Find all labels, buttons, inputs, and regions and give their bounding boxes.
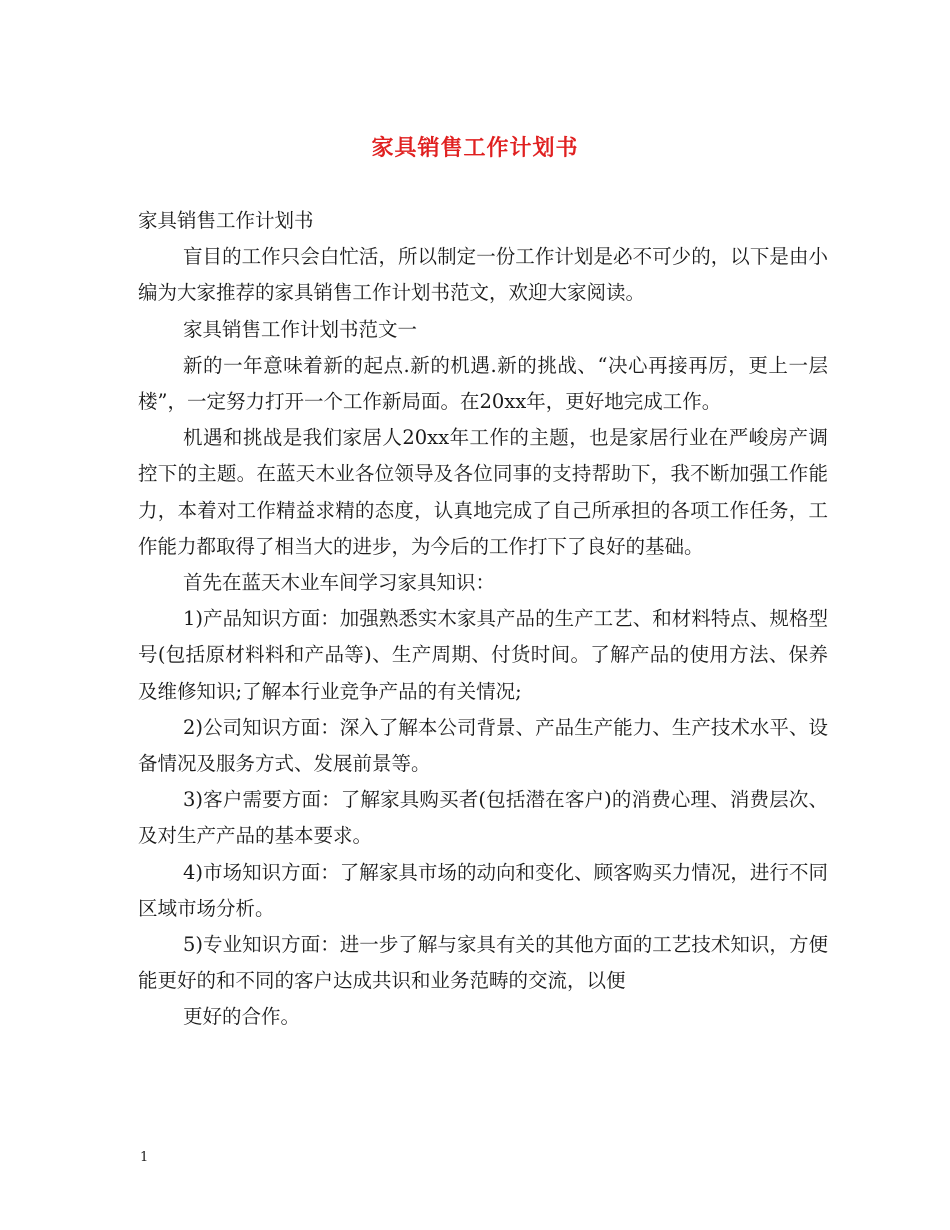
document-title: 家具销售工作计划书: [371, 135, 579, 161]
paragraph-new-year: 新的一年意味着新的起点.新的机遇.新的挑战、“决心再接再厉，更上一层楼”，一定努力打开一个工作新局面。在20xx年，更好地完成工作。: [138, 353, 828, 414]
paragraph-sample-title: 家具销售工作计划书范文一: [183, 317, 418, 341]
paragraph-company-knowledge: 2)公司知识方面：深入了解本公司背景、产品生产能力、生产技术水平、设备情况及服务方式、发展前景等。: [138, 715, 828, 776]
paragraph-closing: 更好的合作。: [183, 1005, 301, 1029]
paragraph-intro: 盲目的工作只会白忙活，所以制定一份工作计划是必不可少的，以下是由小编为大家推荐的家具销售工作计划书范文，欢迎大家阅读。: [138, 245, 828, 305]
paragraph-heading: 家具销售工作计划书: [138, 209, 314, 232]
paragraph-customer-needs: 3)客户需要方面：了解家具购买者(包括潜在客户)的消费心理、消费层次、及对生产产品的基本要求。: [138, 788, 828, 848]
paragraph-product-knowledge: 1)产品知识方面：加强熟悉实木家具产品的生产工艺、和材料特点、规格型号(包括原材料料和产品等)、生产周期、付货时间。了解产品的使用方法、保养及维修知识;了解本行业竞争产品的有关情况;: [138, 607, 828, 703]
paragraph-opportunity: 机遇和挑战是我们家居人20xx年工作的主题，也是家居行业在严峻房产调控下的主题。在蓝天木业各位领导及各位同事的支持帮助下，我不断加强工作能力，本着对工作精益求精的态度，认真地完成了自己所承担的各项工作任务，工作能力都取得了相当大的进步，为今后的工作打下了良好的基础。: [138, 426, 828, 558]
document-body: [138, 203, 828, 1036]
paragraph-professional-knowledge: 5)专业知识方面：进一步了解与家具有关的其他方面的工艺技术知识，方便能更好的和不同的客户达成共识和业务范畴的交流，以便: [138, 933, 828, 993]
paragraph-workshop: 首先在蓝天木业车间学习家具知识：: [183, 571, 496, 595]
page-number: 1: [140, 1150, 149, 1165]
paragraph-market-knowledge: 4)市场知识方面：了解家具市场的动向和变化、顾客购买力情况，进行不同区域市场分析。: [138, 860, 828, 920]
